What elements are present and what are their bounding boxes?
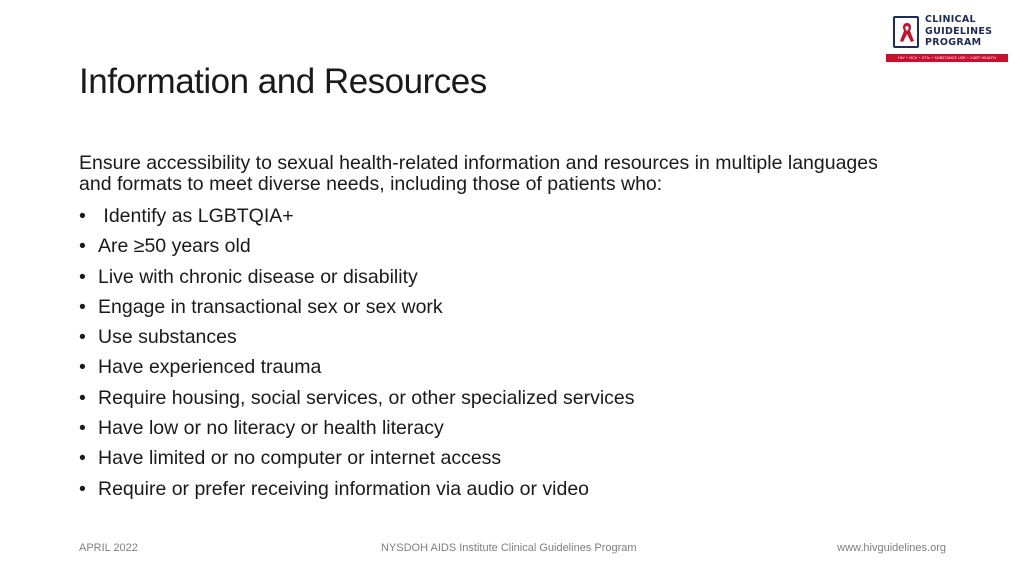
bullet-text: Identify as LGBTQIA+ — [98, 205, 294, 227]
bullet-text: Have experienced trauma — [98, 356, 322, 379]
footer-date: APRIL 2022 — [79, 542, 138, 554]
bullet-icon: • — [79, 417, 86, 440]
logo-emblem — [893, 16, 919, 48]
intro-paragraph: Ensure accessibility to sexual health-related information and resources in multiple languages and formats to meet diverse needs, including those of patients who: — [79, 152, 878, 195]
bullet-item — [79, 262, 635, 292]
bullet-item — [79, 413, 635, 443]
clinical-guidelines-program-logo — [886, 14, 1008, 64]
bullet-item — [79, 322, 635, 352]
bullet-item — [79, 383, 635, 413]
logo-topics-strip: HIV • HCV • STIs • SUBSTANCE USE • LGBT HEALTH — [886, 54, 1008, 62]
bullet-icon: • — [79, 386, 86, 409]
bullet-text: Have low or no literacy or health literacy — [98, 417, 444, 440]
logo-line-1: CLINICAL — [925, 14, 976, 25]
bullet-icon: • — [79, 477, 86, 500]
bullet-icon: • — [79, 356, 86, 379]
bullet-icon: • — [79, 265, 86, 288]
bullet-text: Engage in transactional sex or sex work — [98, 295, 443, 318]
logo-wordmark — [925, 14, 992, 49]
logo-line-2: GUIDELINES — [925, 25, 993, 37]
logo-line-3: PROGRAM — [925, 37, 982, 48]
bullet-list — [79, 201, 635, 504]
bullet-text: Require housing, social services, or other specialized services — [98, 386, 635, 409]
bullet-text: Have limited or no computer or internet access — [98, 447, 502, 470]
footer-program: NYSDOH AIDS Institute Clinical Guidelines Program — [381, 542, 637, 554]
bullet-icon: • — [79, 295, 86, 318]
bullet-icon: • — [79, 205, 86, 227]
bullet-item — [79, 292, 635, 322]
bullet-text: Use substances — [98, 326, 237, 349]
footer-website: www.hivguidelines.org — [837, 542, 946, 554]
bullet-text: Live with chronic disease or disability — [98, 265, 418, 288]
bullet-icon: • — [79, 326, 86, 349]
bullet-item — [79, 352, 635, 382]
bullet-item — [79, 231, 635, 261]
bullet-icon: • — [79, 447, 86, 470]
bullet-item — [79, 201, 635, 231]
bullet-text: Are ≥50 years old — [98, 235, 251, 258]
bullet-text: Require or prefer receiving information via audio or video — [98, 477, 590, 500]
bullet-icon: • — [79, 235, 86, 258]
red-ribbon-icon — [898, 21, 916, 45]
bullet-item — [79, 474, 635, 504]
bullet-item — [79, 443, 635, 473]
slide-title: Information and Resources — [79, 62, 487, 101]
